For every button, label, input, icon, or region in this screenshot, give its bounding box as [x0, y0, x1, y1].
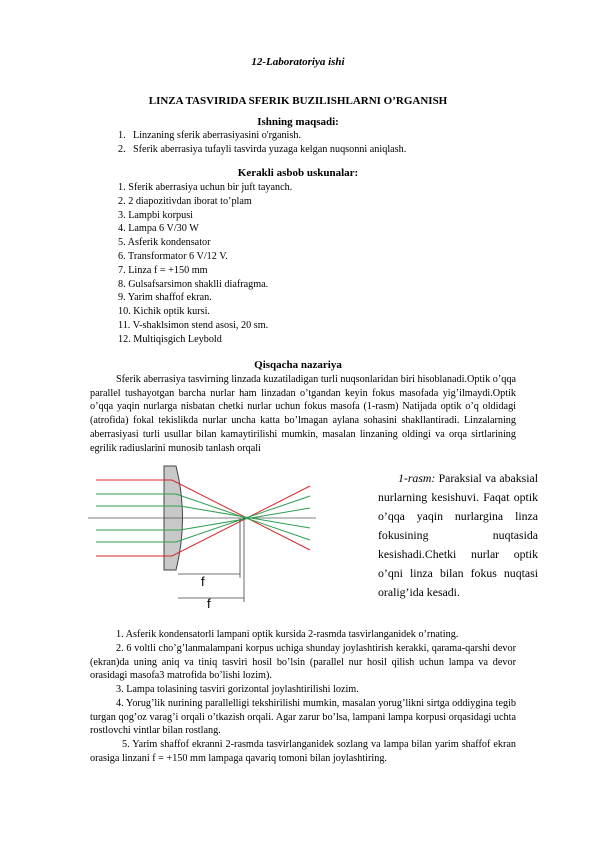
- main-title: LINZA TASVIRIDA SFERIK BUZILISHLARNI O’RGANISH: [148, 95, 448, 107]
- theory-heading: Qisqacha nazariya: [254, 359, 342, 371]
- focal-length-label-inner: f: [201, 574, 205, 589]
- equipment-item: 4. Lampa 6 V/30 W: [118, 223, 199, 235]
- equipment-heading: Kerakli asbob uskunalar:: [237, 167, 359, 179]
- equipment-item: 8. Gulsafsarsimon shaklli diafragma.: [118, 278, 269, 290]
- procedure-step: 1. Asferik kondensatorli lampani optik kursida 2-rasmda tasvirlanganidek o’rnating.: [116, 629, 459, 640]
- equipment-item: 11. V-shaklsimon stend asosi, 20 sm.: [118, 320, 269, 331]
- aim-item: 2. Sferik aberrasiya tufayli tasvirda yuzaga kelgan nuqsonni aniqlash.: [118, 144, 407, 155]
- focal-length-label-outer: f: [207, 596, 211, 608]
- theory-paragraph: Sferik aberrasiya tasvirning linzada kuzatiladigan turli nuqsonlaridan biri hisoblanadi.Optik o’qqa parallel tushayotgan barcha nurlar ham linzadan o’tgandan keyin fokus masofada yig’ilmaydi.Optik o’qqa yaqin nurlarga nisbatan chetki nurlar uchun fokus masofa (1-rasm) Natijada optik o’q oldidagi (atrofida) fokal tekislikda nurlar uncha katta bo’lmagan aylana sohasini shakllantiradi. Linzalarning aberrasiyasi turli usullar bilan kamaytirilishi mumkin, masalan linzaning oldingi va orqa sirtlarining egrilik radiuslarini munosib tanlash orqali: [90, 374, 516, 454]
- aim-item: 1. Linzaning sferik aberrasiyasini o'rganish.: [118, 130, 301, 141]
- equipment-item: 9. Yarim shaffof ekran.: [118, 292, 212, 304]
- equipment-item: 3. Lampbi korpusi: [118, 209, 193, 221]
- procedure-step: 2. 6 voltli cho’g’lanmalampani korpus uchiga shunday joylashtirish kerakki, qarama-qarshi devor (ekran)da uning aniq va tiniq tasviri hosil bo’lsin (parallel nur hosil qilish uchun lampa va devor orasidagi masofa3 matrofida bo’lishi lozim).: [90, 643, 516, 682]
- procedure-step: 5. Yarim shaffof ekranni 2-rasmda tasvirlanganidek sozlang va lampa bilan yarim shaffof ekran orasiga linzani f = +150 mm lampaga qavariq tomoni bilan joylashtiring.: [90, 739, 516, 764]
- aim-heading: Ishning maqsadi:: [257, 116, 339, 128]
- equipment-item: 1. Sferik aberrasiya uchun bir juft tayanch.: [118, 182, 293, 193]
- procedure-step: 3. Lampa tolasining tasviri gorizontal joylashtirilishi lozim.: [116, 684, 359, 695]
- equipment-item: 12. Multiqisgich Leybold: [118, 333, 222, 345]
- equipment-item: 7. Linza f = +150 mm: [118, 264, 208, 276]
- equipment-item: 5. Asferik kondensator: [118, 237, 211, 249]
- lab-number-title: 12-Laboratoriya ishi: [251, 56, 345, 68]
- equipment-item: 6. Transformator 6 V/12 V.: [118, 251, 228, 262]
- figure-1-lens-aberration-diagram: [88, 458, 316, 608]
- equipment-item: 10. Kichik optik kursi.: [118, 306, 210, 318]
- procedure-step: 4. Yorug’lik nurining parallelligi tekshirilishi mumkin, masalan yorug’likni sirtga oddiygina tegib turgan qog’oz varag’i orqali o’tkazish orqali. Agar zarur bo’lsa, lampani lampa korpusi orqasidagi uchta rostlovchi vintlar bilan rostlang.: [90, 698, 516, 737]
- figure-caption: 1-rasm: Paraksial va abaksial nurlarning kesishuvi. Faqat optik o’qqa yaqin nurlargina linza fokusining nuqtasida kesishadi.Chetki nurlar optik o’qni linza bilan fokus nuqtasi oralig’ida kesadi.: [378, 471, 538, 599]
- equipment-item: 2. 2 diapozitivdan iborat to’plam: [118, 195, 252, 207]
